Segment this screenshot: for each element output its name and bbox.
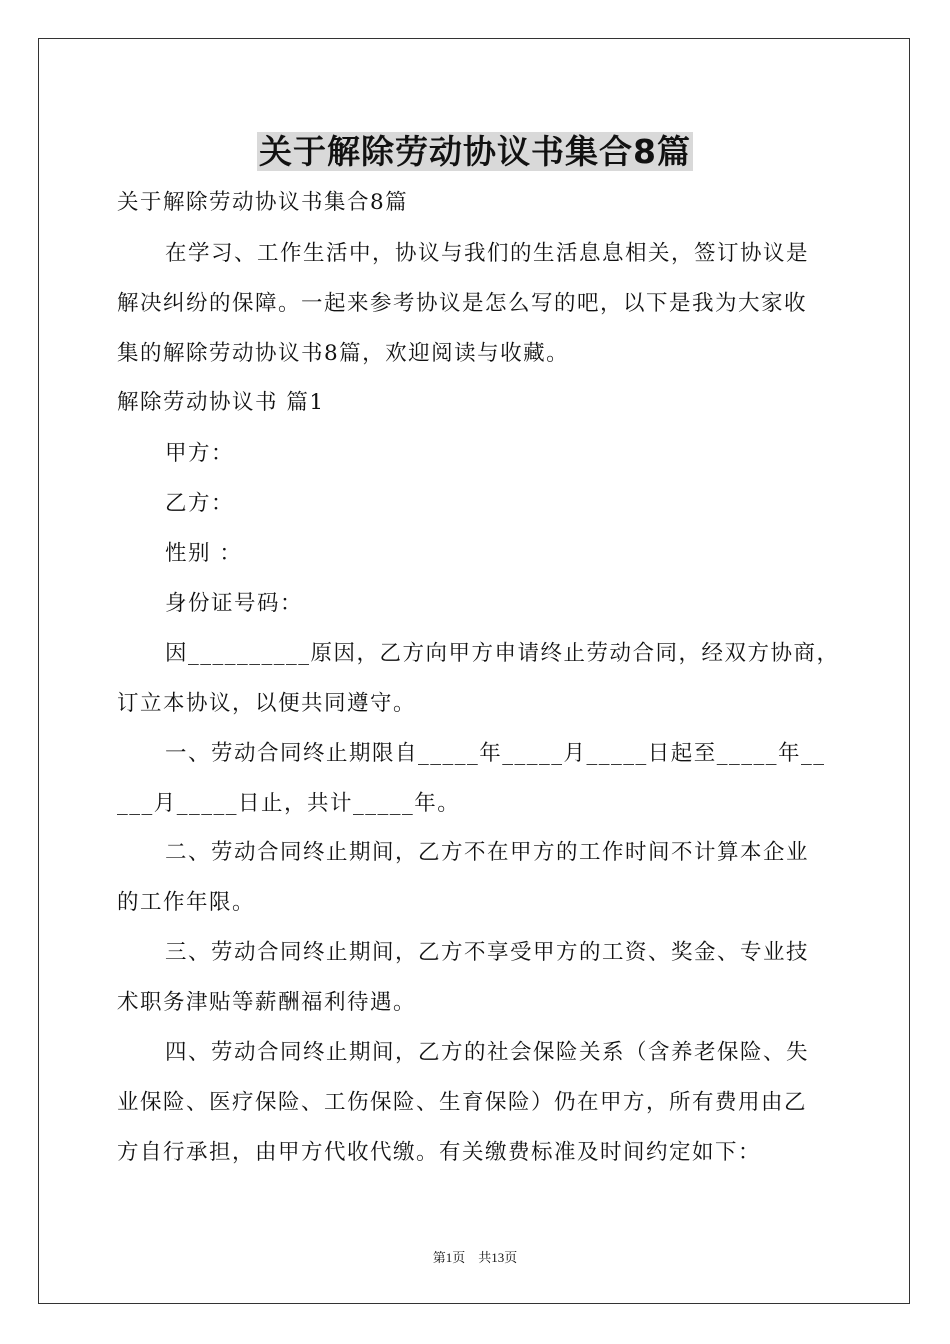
clause-2-line: 二、劳动合同终止期间，乙方不在甲方的工作时间不计算本企业 [165,840,810,865]
clause-3-line: 术职务津贴等薪酬福利待遇。 [117,990,417,1015]
party-b-field: 乙方： [165,491,235,516]
paragraph-line: 在学习、工作生活中，协议与我们的生活息息相关，签订协议是 [165,241,810,266]
clause-4-line: 业保险、医疗保险、工伤保险、生育保险）仍在甲方，所有费用由乙 [117,1090,808,1115]
clause-1-line: ___月_____日止，共计_____年。 [117,791,461,816]
clause-4-line: 四、劳动合同终止期间，乙方的社会保险关系（含养老保险、失 [165,1040,810,1065]
gender-field: 性别 ： [165,541,243,566]
document-title: 关于解除劳动协议书集合8篇 [259,132,691,171]
paragraph-line: 订立本协议，以便共同遵守。 [117,691,417,716]
document-subtitle: 关于解除劳动协议书集合8篇 [117,190,409,215]
section-heading: 解除劳动协议书 篇1 [117,390,325,415]
clause-1-line: 一、劳动合同终止期限自_____年_____月_____日起至_____年__ [165,741,826,766]
clause-4-line: 方自行承担，由甲方代收代缴。有关缴费标准及时间约定如下： [117,1140,762,1165]
clause-3-line: 三、劳动合同终止期间，乙方不享受甲方的工资、奖金、专业技 [165,940,810,965]
paragraph-line: 因__________原因，乙方向甲方申请终止劳动合同，经双方协商， [165,641,840,666]
clause-2-line: 的工作年限。 [117,890,256,915]
page-footer: 第1页 共13页 [432,1250,518,1265]
party-a-field: 甲方： [165,441,235,466]
id-number-field: 身份证号码： [165,591,304,616]
paragraph-line: 解决纠纷的保障。一起来参考协议是怎么写的吧，以下是我为大家收 [117,291,808,316]
paragraph-line: 集的解除劳动协议书8篇，欢迎阅读与收藏。 [117,341,570,366]
